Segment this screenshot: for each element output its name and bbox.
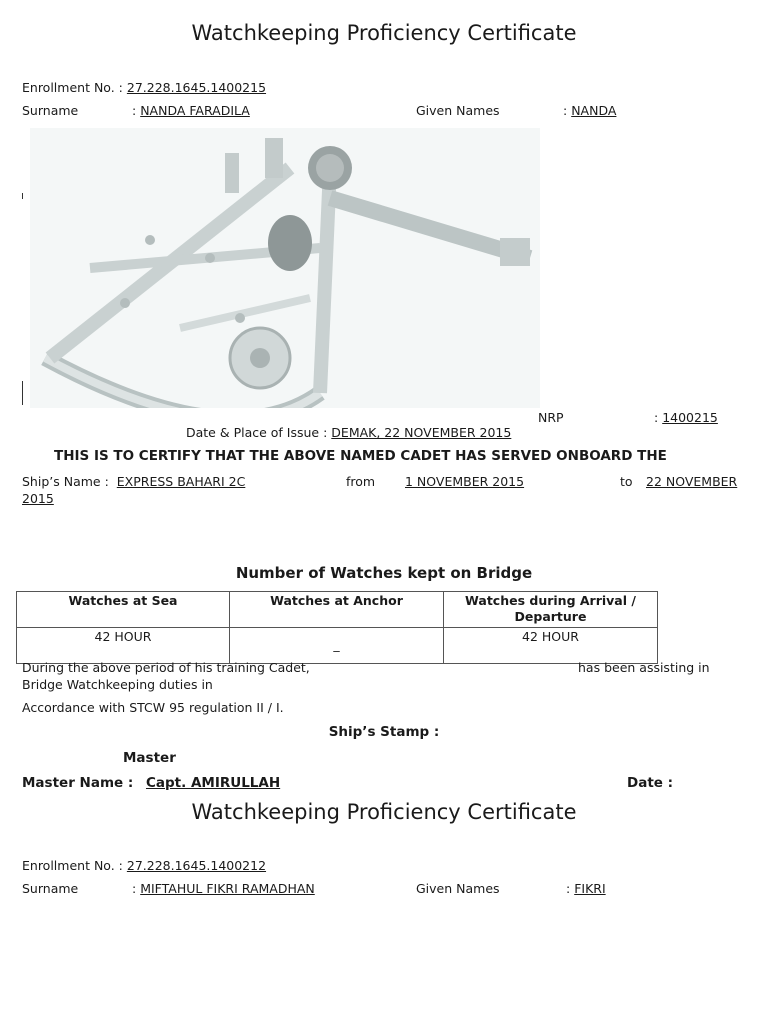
- watches-heading: Number of Watches kept on Bridge: [235, 564, 533, 582]
- to-value-year: 2015: [22, 491, 54, 506]
- master-name-label: Master Name :: [22, 775, 134, 791]
- master-label: Master: [123, 750, 176, 766]
- date-place-label: Date & Place of Issue :: [186, 425, 328, 440]
- watches-at-anchor-header: Watches at Anchor: [230, 592, 444, 628]
- nrp-value: 1400215: [662, 410, 718, 425]
- table-row: [17, 628, 658, 664]
- colon: :: [654, 410, 659, 425]
- watches-at-sea-value: 42 HOUR: [17, 628, 230, 664]
- master-name-value: Capt. AMIRULLAH: [145, 775, 281, 791]
- watches-at-anchor-value: _: [230, 628, 444, 664]
- given-names-field: [563, 103, 616, 118]
- surname-label: Surname: [22, 103, 79, 118]
- watches-at-sea-header: Watches at Sea: [17, 592, 230, 628]
- surname-value: MIFTAHUL FIKRI RAMADHAN: [140, 881, 315, 896]
- certify-statement: THIS IS TO CERTIFY THAT THE ABOVE NAMED CADET HAS SERVED ONBOARD THE: [54, 448, 667, 464]
- enrollment-value: 27.228.1645.1400212: [126, 858, 267, 873]
- colon: :: [132, 103, 137, 118]
- colon: :: [563, 103, 568, 118]
- date-place-value: DEMAK, 22 NOVEMBER 2015: [331, 425, 512, 440]
- watches-table: [16, 591, 658, 664]
- given-names-value: FIKRI: [574, 881, 606, 896]
- period-text-1: During the above period of his training Cadet,: [22, 660, 310, 675]
- to-value: 22 NOVEMBER: [646, 474, 738, 489]
- enrollment-value: 27.228.1645.1400215: [126, 80, 267, 95]
- enrollment-label: Enrollment No. :: [22, 80, 123, 95]
- watches-arrival-departure-header: Watches during Arrival / Departure: [444, 592, 658, 628]
- watches-arrival-departure-value: 42 HOUR: [444, 628, 658, 664]
- given-names-value: NANDA: [571, 103, 617, 118]
- ship-name-row: [22, 474, 245, 489]
- certificate-title-2: Watchkeeping Proficiency Certificate: [191, 800, 577, 824]
- ships-stamp-label: Ship’s Stamp :: [328, 724, 440, 740]
- period-text-2: has been assisting in: [578, 660, 710, 675]
- certificate-title: Watchkeeping Proficiency Certificate: [191, 21, 577, 45]
- nrp-label: NRP: [538, 410, 564, 425]
- ship-name-label: Ship’s Name :: [22, 474, 109, 489]
- from-label: from: [346, 474, 376, 489]
- from-value: 1 NOVEMBER 2015: [405, 474, 525, 489]
- nrp-field: [654, 410, 718, 425]
- given-names-field-2: [566, 881, 606, 896]
- date-label: Date :: [627, 775, 674, 791]
- surname-field-2: [132, 881, 315, 896]
- enrollment-label: Enrollment No. :: [22, 858, 123, 873]
- colon: :: [566, 881, 571, 896]
- enrollment-row: [22, 80, 266, 95]
- period-text-3: Bridge Watchkeeping duties in: [22, 677, 213, 692]
- colon: :: [132, 881, 137, 896]
- table-header-row: [17, 592, 658, 628]
- surname-field: [132, 103, 250, 118]
- ship-name-value: EXPRESS BAHARI 2C: [116, 474, 246, 489]
- sextant-image: [30, 128, 540, 408]
- text-cursor-mark: [22, 381, 23, 405]
- given-names-label: Given Names: [416, 103, 500, 118]
- surname-value: NANDA FARADILA: [140, 103, 250, 118]
- surname-label-2: Surname: [22, 881, 79, 896]
- date-place-row: [186, 425, 511, 440]
- given-names-label-2: Given Names: [416, 881, 500, 896]
- accordance-text: Accordance with STCW 95 regulation II / I.: [22, 700, 284, 715]
- text-cursor-mark: [22, 193, 23, 199]
- to-label: to: [620, 474, 633, 489]
- master-name-row: [22, 775, 280, 791]
- enrollment-row-2: [22, 858, 266, 873]
